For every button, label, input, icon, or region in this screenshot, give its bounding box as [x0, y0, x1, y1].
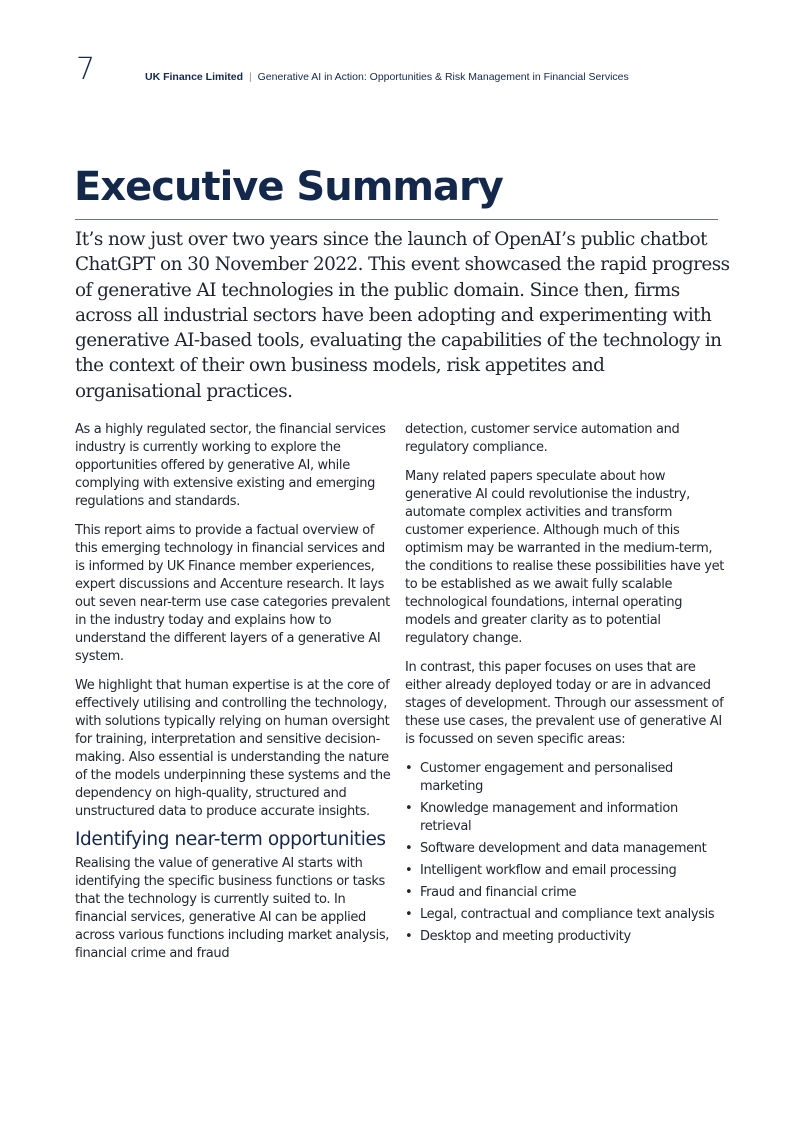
body-paragraph: Realising the value of generative AI starts with identifying the specific business functions or tasks that the technology is currently suited to. In financial services, generative AI can be applied across various functions including market analysis, financial crime and fraud	[75, 856, 390, 961]
body-paragraph: This report aims to provide a factual overview of this emerging technology in financial services and is informed by UK Finance member experiences, expert discussions and Accenture research. It lays out seven near-term use case categories prevalent in the industry today and explains how to understand the different layers of a generative AI system.	[75, 523, 390, 664]
list-item-text: Fraud and financial crime	[420, 885, 577, 900]
focus-areas-list	[405, 760, 727, 946]
page-title: Executive Summary	[74, 164, 503, 210]
running-header	[145, 70, 629, 84]
list-item	[405, 884, 727, 902]
body-paragraph: We highlight that human expertise is at the core of effectively utilising and controlling the technology, with solutions typically relying on human oversight for training, interpretation and sensitive decision-making. Also essential is understanding the nature of the models underpinning these systems and the dependency on high-quality, structured and unstructured data to produce accurate insights.	[75, 678, 391, 819]
bullet-icon: •	[405, 929, 413, 944]
list-item	[405, 760, 727, 796]
list-item-text: Software development and data management	[420, 841, 707, 856]
bullet-icon: •	[405, 907, 413, 922]
bullet-icon: •	[405, 761, 413, 776]
list-item	[405, 840, 727, 858]
list-item-text: Intelligent workflow and email processing	[420, 863, 677, 878]
body-paragraph: As a highly regulated sector, the financial services industry is currently working to explore the opportunities offered by generative AI, while complying with extensive existing and emerging regulations and standards.	[75, 422, 386, 509]
list-item	[405, 928, 727, 946]
header-doc-title: Generative AI in Action: Opportunities & Risk Management in Financial Services	[257, 71, 629, 83]
list-item-text: Knowledge management and information retrieval	[420, 801, 678, 834]
header-org: UK Finance Limited	[145, 71, 244, 83]
body-paragraph: Many related papers speculate about how generative AI could revolutionise the industry, automate complex activities and transform customer experience. Although much of this optimism may be warranted in the medium-term, the conditions to realise these possibilities have yet to be established as we await fully scalable technological foundations, internal operating models and greater clarity as to potential regulatory change.	[405, 469, 725, 646]
list-item	[405, 906, 727, 924]
right-column	[405, 421, 727, 950]
body-paragraph: detection, customer service automation and regulatory compliance.	[405, 422, 680, 455]
bullet-icon: •	[405, 841, 413, 856]
bullet-icon: •	[405, 863, 413, 878]
left-column	[75, 421, 393, 974]
list-item-text: Desktop and meeting productivity	[420, 929, 631, 944]
list-item	[405, 800, 727, 836]
intro-paragraph: It’s now just over two years since the launch of OpenAI’s public chatbot ChatGPT on 30 November 2022. This event showcased the rapid progress of generative AI technologies in the public domain. Since then, firms across all industrial sectors have been adopting and experimenting with generative AI-based tools, evaluating the capabilities of the technology in the context of their own business models, risk appetites and organisational practices.	[75, 229, 730, 402]
header-separator: |	[248, 71, 252, 83]
list-item-text: Legal, contractual and compliance text analysis	[420, 907, 715, 922]
list-item	[405, 862, 727, 880]
list-item-text: Customer engagement and personalised marketing	[420, 761, 673, 794]
bullet-icon: •	[405, 801, 413, 816]
bullet-icon: •	[405, 885, 413, 900]
section-heading: Identifying near-term opportunities	[75, 829, 386, 850]
title-divider	[75, 219, 718, 220]
page-number: 7	[76, 52, 96, 87]
body-paragraph: In contrast, this paper focuses on uses that are either already deployed today or are in advanced stages of development. Through our assessment of these use cases, the prevalent use of generative AI is focussed on seven specific areas:	[405, 660, 724, 747]
